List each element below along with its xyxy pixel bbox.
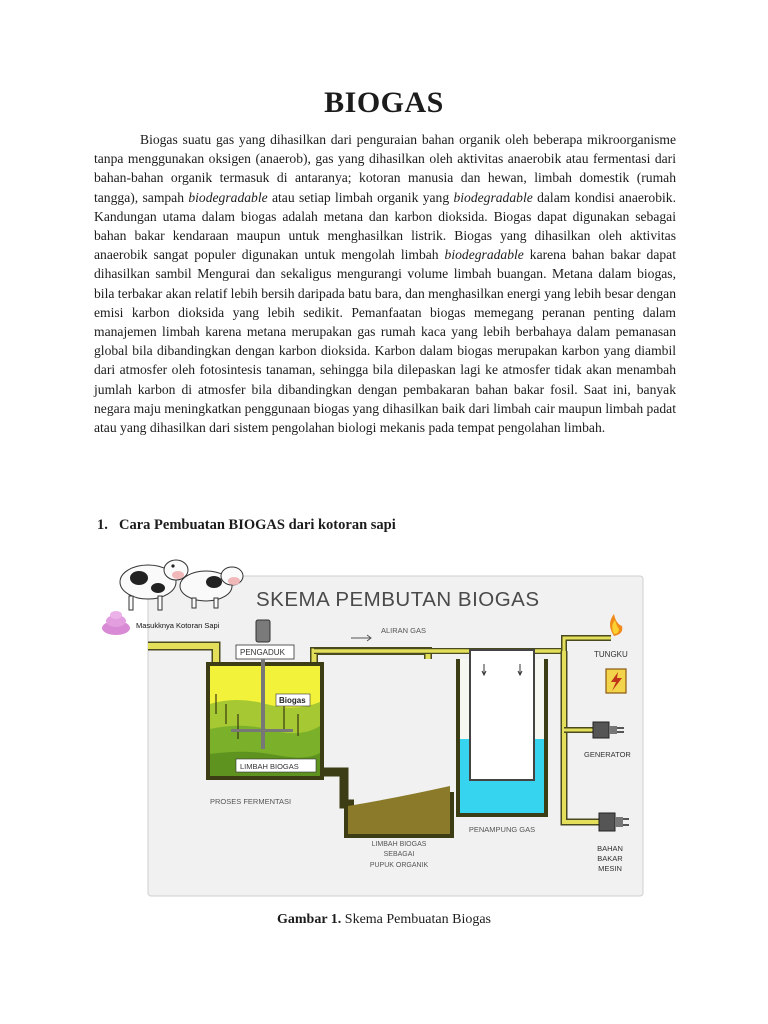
caption-text: Skema Pembuatan Biogas (341, 912, 491, 927)
biogas-schematic-figure (96, 554, 648, 900)
storage-label: PENAMPUNG GAS (468, 825, 536, 834)
paragraph-text-3: dalam kondisi anaerobik. Kandungan utama dalam biogas adalah metana dan karbon dioksida. Biogas dapat digunakan sebagai bahan bakar kendaraan maupun untuk menghasilkan listrik. Biogas yang dihasilkan oleh aktivitas anaerobik sangat populer digunakan untuk mengolah limbah (94, 189, 677, 263)
fermentation-label: PROSES FERMENTASI (210, 797, 292, 806)
stove-label: TUNGKU (594, 650, 628, 659)
fuel-label-line1: BAHAN (597, 844, 623, 853)
fuel-label-line2: BAKAR (597, 854, 623, 863)
page-title: BIOGAS (324, 86, 444, 119)
fuel-label-line3: MESIN (598, 864, 622, 873)
paragraph-term-2: biodegradable (453, 189, 533, 205)
paragraph-text-1: Biogas suatu gas yang dihasilkan dari penguraian bahan organik oleh beberapa mikroorganisme tanpa menggunakan oksigen (anaerob), gas yang dihasilkan oleh aktivitas anaerobik atau fermentasi dari bahan-bahan organik termasuk di antaranya; kotoran manusia dan hewan, limbah domestik (rumah tangga), sampah (94, 132, 676, 205)
diagram-title: SKEMA PEMBUTAN BIOGAS (256, 588, 540, 611)
paragraph-text-2: atau setiap limbah organik yang (267, 189, 454, 205)
gas-storage-tank (456, 650, 548, 817)
gas-flow-label: ALIRAN GAS (381, 626, 427, 635)
paragraph-term-3: biodegradable (444, 247, 524, 263)
stirrer-label: PENGADUK (240, 648, 285, 657)
intro-paragraph (94, 130, 676, 437)
fertilizer-label-line1: LIMBAH BIOGAS (371, 841, 427, 848)
figure-caption (0, 912, 768, 928)
generator-label: GENERATOR (584, 750, 631, 759)
caption-label: Gambar 1. (276, 912, 342, 927)
stirrer-shaft (261, 659, 265, 749)
section-heading-text: Cara Pembuatan BIOGAS dari kotoran sapi (119, 517, 396, 533)
paragraph-text-4: karena bahan bakar dapat dihasilkan sambil Mengurai dan sekaligus mengurangi volume limbah buangan. Metana dalam biogas, bila terbakar akan relatif lebih bersih daripada batu bara, dan menghasilkan energi yang lebih besar dengan emisi karbon dioksida yang lebih sedikit. Pemanfaatan biogas memegang peranan penting dalam manajemen limbah karena metana merupakan gas rumah kaca yang lebih berbahaya dalam pemanasan global bila dibandingkan dengan karbon dioksida. Karbon dalam biogas merupakan karbon yang diambil dari atmosfer oleh fotosintesis tanaman, sehingga bila dilepaskan lagi ke atmosfer tidak akan menambah jumlah karbon di atmosfer bila dibandingkan dengan pembakaran bahan bakar fosil. Saat ini, banyak negara maju meningkatkan penggunaan biogas yang dihasilkan baik dari limbah cair maupun limbah padat atau yang dihasilkan dari sistem pengolahan biologi mekanis pada tempat pengolahan limbah. (94, 247, 676, 436)
fertilizer-label-line3: PUPUK ORGANIK (369, 862, 429, 869)
input-label: Masukknya Kotoran Sapi (136, 621, 220, 630)
dung-icon (102, 611, 130, 635)
biogas-schematic-diagram (96, 554, 648, 900)
lightning-icon (606, 669, 626, 693)
fertilizer-label-line2: SEBAGAI (383, 851, 415, 858)
section-number: 1. (97, 517, 108, 533)
biogas-label: Biogas (279, 696, 306, 705)
paragraph-term-1: biodegradable (188, 189, 268, 205)
section-heading (97, 517, 396, 534)
slurry-label: LIMBAH BIOGAS (240, 762, 299, 771)
stirrer-motor-icon (256, 620, 270, 642)
stirrer-blade (231, 729, 293, 732)
